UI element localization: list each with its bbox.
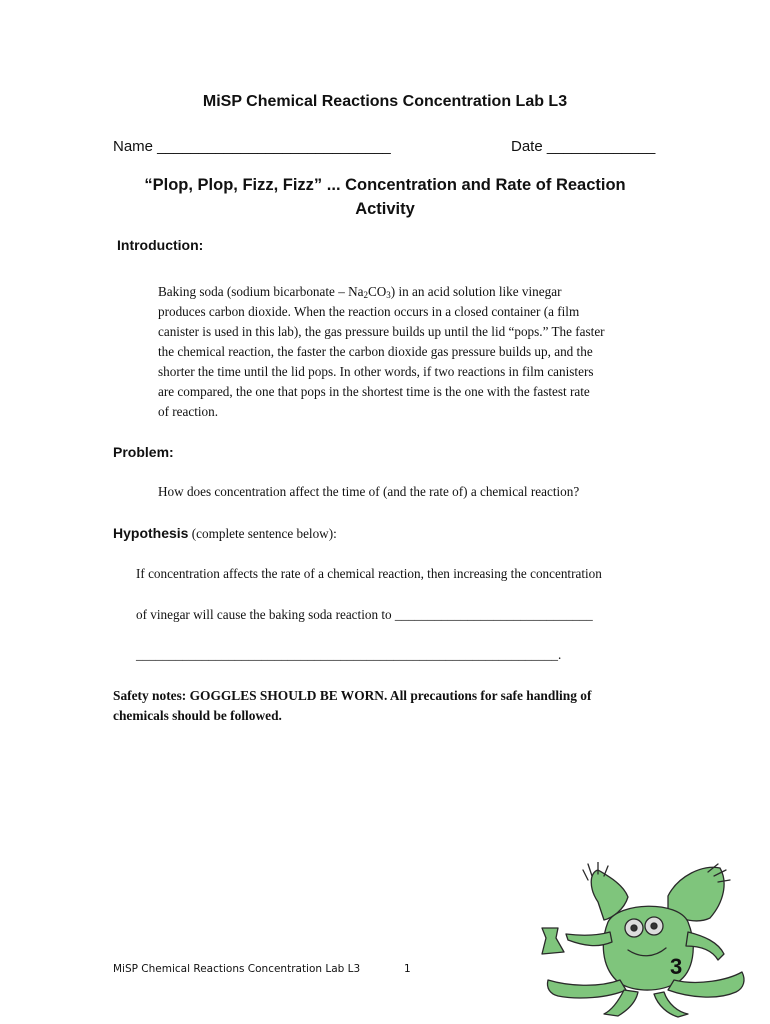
frog-mascot-illustration xyxy=(528,862,750,1018)
frog-lower-leg-right xyxy=(654,992,688,1017)
safety-line-2: chemicals should be followed. xyxy=(113,708,282,723)
introduction-heading: Introduction: xyxy=(117,237,204,253)
page-title: MiSP Chemical Reactions Concentration Lab L3 xyxy=(202,93,568,110)
problem-text: How does concentration affect the time of (and the rate of) a chemical reaction? xyxy=(158,484,580,499)
intro-line-2: produces carbon dioxide. When the reaction occurs in a closed container (a film xyxy=(158,304,580,319)
frog-number: 3 xyxy=(670,954,683,979)
hypothesis-line-3: ________________________________________________________________. xyxy=(136,647,562,662)
page-number: 1 xyxy=(404,963,411,975)
hypothesis-heading xyxy=(113,525,337,543)
intro-line-4: the chemical reaction, the faster the carbon dioxide gas pressure builds up, and the xyxy=(158,344,593,359)
intro-line-3: canister is used in this lab), the gas pressure builds up until the lid “pops.” The faster xyxy=(158,324,605,339)
hypothesis-note: (complete sentence below): xyxy=(188,526,337,541)
flask-icon xyxy=(542,928,564,954)
introduction-paragraph xyxy=(158,282,668,422)
activity-title xyxy=(100,173,670,221)
activity-title-line-2: Activity xyxy=(355,200,415,218)
frog-left-arm xyxy=(566,932,612,946)
intro-line-1: Baking soda (sodium bicarbonate – $Na_2CO_3$) in an acid solution like vinegar xyxy=(158,284,562,300)
hypothesis-line-2: of vinegar will cause the baking soda reaction to ______________________________ xyxy=(136,607,593,622)
hypothesis-label: Hypothesis xyxy=(113,525,189,541)
intro-line-7: of reaction. xyxy=(158,404,219,419)
intro-line-6: are compared, the one that pops in the shortest time is the one with the fastest rate xyxy=(158,384,590,399)
hypothesis-line-1: If concentration affects the rate of a chemical reaction, then increasing the concentration xyxy=(136,566,602,581)
footer-label: MiSP Chemical Reactions Concentration Lab L3 xyxy=(113,963,361,975)
safety-line-1: Safety notes: GOGGLES SHOULD BE WORN. All precautions for safe handling of xyxy=(113,688,592,703)
name-field-line: Name ____________________________ xyxy=(113,138,391,155)
safety-notes xyxy=(113,686,673,726)
activity-title-line-1: “Plop, Plop, Fizz, Fizz” ... Concentration and Rate of Reaction xyxy=(144,176,626,194)
intro-line-5: shorter the time until the lid pops. In other words, if two reactions in film canisters xyxy=(158,364,594,379)
frog-left-leg xyxy=(547,980,626,998)
problem-heading: Problem: xyxy=(113,444,174,460)
date-field-line: Date _____________ xyxy=(511,138,656,155)
